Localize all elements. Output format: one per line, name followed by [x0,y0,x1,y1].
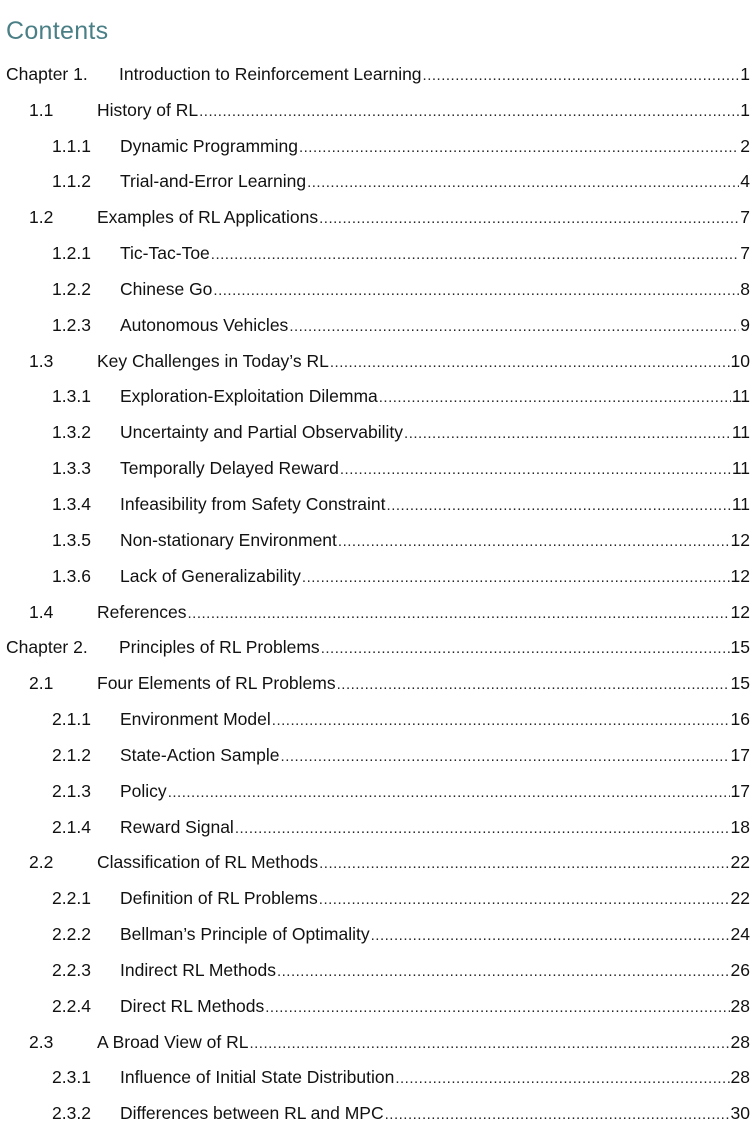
toc-entry-number: 1.1.1 [52,135,91,156]
toc-entry[interactable] [0,623,756,659]
toc-entry-page-number: 7 [740,243,750,264]
dot-leader [272,710,730,732]
toc-entry-page-number: 12 [730,529,750,550]
dot-leader [188,603,730,625]
toc-entry-number: 2.1 [29,673,54,694]
toc-entry-number: Chapter 2. [6,637,88,658]
toc-entry[interactable] [0,49,756,85]
toc-entry[interactable] [0,479,756,515]
toc-entry-number: 1.1.2 [52,171,91,192]
toc-entry-page-number: 2 [740,135,750,156]
dot-leader [307,172,739,194]
toc-entry-title: Dynamic Programming [120,135,298,156]
toc-entry-number: 2.3.1 [52,1067,91,1088]
dot-leader [319,208,739,230]
toc-entry-title: Differences between RL and MPC [120,1103,384,1124]
toc-entry-page-number: 16 [730,709,750,730]
toc-entry-page-number: 28 [730,1031,750,1052]
toc-entry-title: A Broad View of RL [97,1031,249,1052]
toc-entry-page-number: 12 [730,601,750,622]
toc-entry-title: Definition of RL Problems [120,888,318,909]
dot-leader [235,818,730,840]
toc-entry-page-number: 30 [730,1103,750,1124]
toc-entry-title: Trial-and-Error Learning [120,171,307,192]
toc-entry[interactable] [0,85,756,121]
dot-leader [371,925,730,947]
dot-leader [199,101,739,123]
toc-entry-number: 1.3.1 [52,386,91,407]
toc-entry-page-number: 15 [730,673,750,694]
toc-entry-page-number: 28 [730,1067,750,1088]
toc-entry-number: 1.3.2 [52,422,91,443]
toc-entry-number: 2.3.2 [52,1103,91,1124]
toc-entry-title: Tic-Tac-Toe [120,243,210,264]
toc-entry-page-number: 11 [731,386,750,407]
toc-entry[interactable] [0,192,756,228]
toc-entry-title: State-Action Sample [120,744,280,765]
toc-entry-title: Chinese Go [120,278,213,299]
toc-entry-number: 2.2.1 [52,888,91,909]
dot-leader [385,1104,730,1126]
dot-leader [265,997,729,1019]
dot-leader [404,423,731,445]
toc-entry[interactable] [0,838,756,874]
toc-entry-number: 2.3 [29,1031,54,1052]
toc-entry-page-number: 26 [730,959,750,980]
toc-entry[interactable] [0,730,756,766]
toc-entry-number: 1.3 [29,350,54,371]
toc-entry-page-number: 1 [740,63,750,84]
toc-entry-number: 1.2.2 [52,278,91,299]
toc-entry-title: References [97,601,187,622]
dot-leader [319,853,729,875]
toc-entry-number: 2.2.2 [52,924,91,945]
toc-entry-title: Temporally Delayed Reward [120,458,339,479]
dot-leader [249,1033,729,1055]
toc-entry-page-number: 18 [730,816,750,837]
toc-entry-number: 1.3.6 [52,565,91,586]
dot-leader [211,244,739,266]
toc-entry-page-number: 17 [730,780,750,801]
toc-entry-title: Uncertainty and Partial Observability [120,422,404,443]
dot-leader [387,495,731,517]
toc-entry-title: Infeasibility from Safety Constraint [120,493,386,514]
toc-entry-title: Lack of Generalizability [120,565,301,586]
toc-entry-page-number: 1 [740,99,750,120]
toc-entry-title: Key Challenges in Today’s RL [97,350,329,371]
dot-leader [423,65,740,87]
table-of-contents [0,49,756,1124]
page-title: Contents [6,17,109,45]
toc-entry-page-number: 22 [730,888,750,909]
toc-entry-title: Four Elements of RL Problems [97,673,336,694]
toc-entry-number: 2.1.3 [52,780,91,801]
dot-leader [340,459,731,481]
toc-entry-page-number: 4 [740,171,750,192]
toc-entry[interactable] [0,909,756,945]
dot-leader [337,674,730,696]
toc-entry-page-number: 10 [730,350,750,371]
toc-entry-number: 2.2.3 [52,959,91,980]
toc-entry[interactable] [0,336,756,372]
toc-entry[interactable] [0,981,756,1017]
toc-entry[interactable] [0,121,756,157]
toc-entry[interactable] [0,873,756,909]
toc-entry-number: 1.1 [29,99,54,120]
dot-leader [277,961,730,983]
dot-leader [321,638,730,660]
toc-entry-title: Bellman’s Principle of Optimality [120,924,370,945]
toc-entry[interactable] [0,157,756,193]
toc-entry-title: Influence of Initial State Distribution [120,1067,395,1088]
toc-entry-number: 1.2 [29,207,54,228]
toc-entry-title: Non-stationary Environment [120,529,337,550]
toc-entry-title: Reward Signal [120,816,234,837]
toc-entry[interactable] [0,228,756,264]
toc-entry[interactable] [0,802,756,838]
toc-entry-title: History of RL [97,99,199,120]
dot-leader [299,137,739,159]
toc-entry-page-number: 17 [730,744,750,765]
dot-leader [168,782,730,804]
toc-entry-number: 1.2.1 [52,243,91,264]
toc-entry[interactable] [0,766,756,802]
toc-entry-title: Exploration-Exploitation Dilemma [120,386,378,407]
toc-entry-title: Environment Model [120,709,271,730]
toc-entry-title: Principles of RL Problems [119,637,320,658]
dot-leader [330,352,730,374]
toc-entry-page-number: 9 [740,314,750,335]
toc-entry-page-number: 11 [731,493,750,514]
toc-entry[interactable] [0,300,756,336]
toc-entry[interactable] [0,1017,756,1053]
toc-entry[interactable] [0,587,756,623]
dot-leader [379,387,731,409]
toc-entry[interactable] [0,443,756,479]
toc-entry[interactable] [0,945,756,981]
toc-entry[interactable] [0,658,756,694]
dot-leader [395,1068,729,1090]
toc-entry-page-number: 15 [730,637,750,658]
toc-entry-number: 1.3.4 [52,493,91,514]
toc-entry-page-number: 12 [730,565,750,586]
toc-entry-title: Direct RL Methods [120,995,265,1016]
toc-entry-number: 2.1.4 [52,816,91,837]
toc-entry-page-number: 11 [731,422,750,443]
toc-entry-title: Introduction to Reinforcement Learning [119,63,422,84]
toc-entry[interactable] [0,694,756,730]
toc-entry-page-number: 11 [731,458,750,479]
toc-entry[interactable] [0,372,756,408]
toc-entry-page-number: 8 [740,278,750,299]
toc-entry-page-number: 22 [730,852,750,873]
toc-entry-number: 1.3.3 [52,458,91,479]
toc-entry[interactable] [0,407,756,443]
toc-entry-number: 1.3.5 [52,529,91,550]
dot-leader [289,316,739,338]
dot-leader [281,746,730,768]
toc-entry-page-number: 28 [730,995,750,1016]
toc-entry-title: Autonomous Vehicles [120,314,289,335]
toc-entry-number: 1.4 [29,601,54,622]
dot-leader [319,889,730,911]
toc-entry[interactable] [0,515,756,551]
toc-entry-page-number: 7 [740,207,750,228]
toc-entry-title: Policy [120,780,167,801]
toc-entry-number: 2.2 [29,852,54,873]
toc-entry[interactable] [0,1053,756,1089]
toc-entry-number: 1.2.3 [52,314,91,335]
toc-entry-title: Indirect RL Methods [120,959,276,980]
dot-leader [213,280,739,302]
toc-entry[interactable] [0,551,756,587]
toc-entry-number: 2.1.2 [52,744,91,765]
toc-entry[interactable] [0,264,756,300]
toc-entry-title: Examples of RL Applications [97,207,319,228]
dot-leader [338,531,730,553]
toc-entry-page-number: 24 [730,924,750,945]
toc-entry-number: Chapter 1. [6,63,88,84]
toc-entry-number: 2.2.4 [52,995,91,1016]
toc-entry-number: 2.1.1 [52,709,91,730]
dot-leader [302,567,730,589]
toc-entry-title: Classification of RL Methods [97,852,319,873]
